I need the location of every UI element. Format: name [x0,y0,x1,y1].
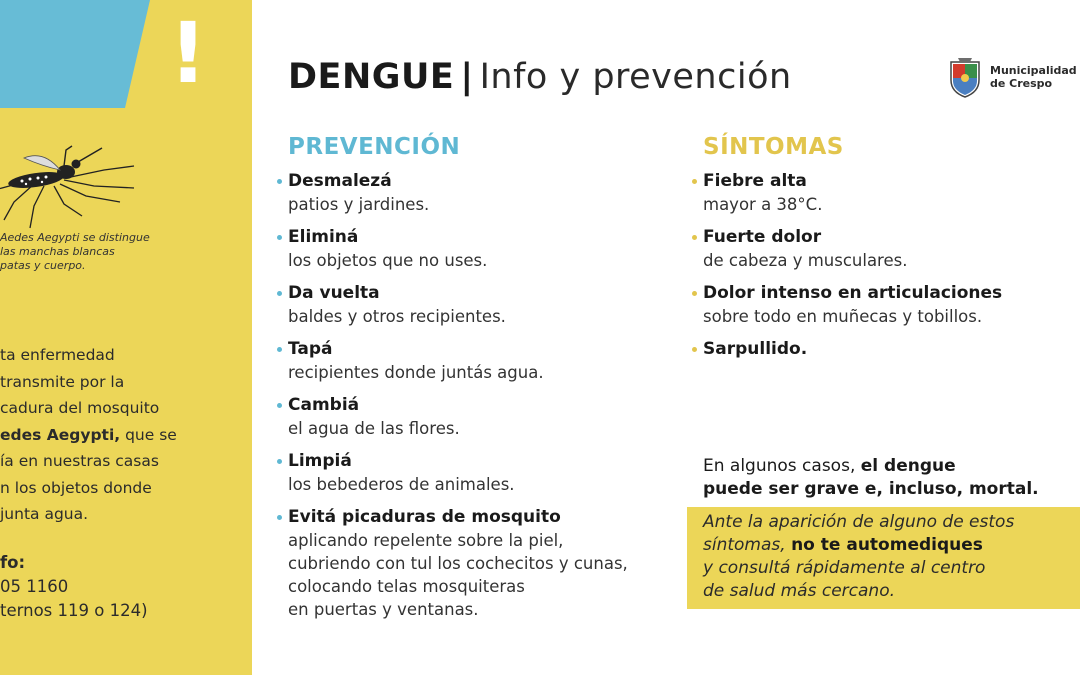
item-title: Sarpullido. [703,339,808,359]
bullet-icon [277,515,282,520]
prevention-item [288,282,668,328]
item-desc: de cabeza y musculares. [703,251,908,270]
callout-line: de salud más cercano. [703,581,895,601]
info-extensions: ternos 119 o 124) [0,601,148,620]
item-desc: los objetos que no uses. [288,251,488,270]
contact-info [0,551,250,623]
warning-line [703,455,1039,478]
disease-line-rest: que se [120,425,177,444]
item-title: Fiebre alta [703,171,807,191]
bullet-icon [692,291,697,296]
warning-prefix: En algunos casos, [703,456,861,476]
item-desc: cubriendo con tul los cochecitos y cunas, [288,554,628,573]
prevention-item [288,170,668,216]
logo-text [990,64,1077,90]
disease-line: ía en nuestras casas [0,452,159,470]
item-desc: los bebederos de animales. [288,475,515,494]
caption-line: patas y cuerpo. [0,259,86,272]
left-panel [0,0,252,675]
disease-line: junta agua. [0,505,89,523]
mosquito-illustration [0,140,144,230]
item-title: Da vuelta [288,283,380,303]
bullet-icon [277,291,282,296]
logo-line: Municipalidad [990,64,1077,77]
prevention-item [288,394,668,440]
item-desc: colocando telas mosquiteras [288,577,525,596]
disease-line [0,422,250,449]
bullet-icon [277,179,282,184]
bullet-icon [692,347,697,352]
symptom-item [703,282,1073,328]
disease-line: ta enfermedad [0,346,115,364]
item-desc: patios y jardines. [288,195,430,214]
page-title [288,54,792,100]
item-title: Dolor intenso en articulaciones [703,283,1003,303]
item-title: Cambiá [288,395,360,415]
prevention-item [288,338,668,384]
disease-line: transmite por la [0,372,125,391]
warning-bold: el dengue [860,456,956,476]
municipal-shield-logo [948,56,982,98]
disease-description [0,342,250,528]
prevention-list [288,170,668,631]
title-subtitle: Info y prevención [479,57,792,97]
item-desc: el agua de las flores. [288,419,460,438]
caption-line: las manchas blancas [0,245,115,258]
bullet-icon [277,459,282,464]
item-title: Desmalezá [288,171,392,191]
disease-line: n los objetos donde [0,478,152,497]
callout-bold: no te automediques [791,535,983,555]
mosquito-caption [0,231,175,273]
title-dengue: DENGUE [288,57,455,97]
prevention-item [288,450,668,496]
item-desc: aplicando repelente sobre la piel, [288,531,564,550]
title-separator: | [460,57,474,97]
item-title: Tapá [288,339,333,359]
item-title: Fuerte dolor [703,227,822,247]
callout-text [703,511,1014,603]
item-desc: sobre todo en muñecas y tobillos. [703,307,983,326]
prevention-item [288,226,668,272]
symptom-item [703,226,1073,272]
symptoms-heading: SÍNTOMAS [703,134,844,160]
item-title: Eliminá [288,227,359,247]
caption-line: Aedes Aegypti se distingue [0,231,150,244]
callout-box [687,507,1080,609]
symptoms-list [703,170,1073,371]
bullet-icon [277,235,282,240]
warning-text [703,455,1039,501]
callout-line [703,534,1014,557]
item-desc: mayor a 38°C. [703,195,823,214]
symptom-item [703,338,1073,361]
symptom-item [703,170,1073,216]
item-title: Limpiá [288,451,352,471]
item-desc: en puertas y ventanas. [288,600,479,619]
disease-line: cadura del mosquito [0,399,160,417]
prevention-item [288,506,668,621]
bullet-icon [277,403,282,408]
warning-line: puede ser grave e, incluso, mortal. [703,479,1039,499]
info-phone: 05 1160 [0,577,69,596]
info-label: fo: [0,553,26,572]
item-title: Evitá picaduras de mosquito [288,507,561,527]
municipality-logo [948,56,1080,100]
bullet-icon [692,179,697,184]
item-desc: baldes y otros recipientes. [288,307,506,326]
mosquito-name: edes Aegypti, [0,425,121,444]
logo-line: de Crespo [990,77,1053,90]
callout-italic: síntomas, [703,535,792,555]
callout-line: y consultá rápidamente al centro [703,558,986,578]
item-desc: recipientes donde juntás agua. [288,363,544,382]
bullet-icon [692,235,697,240]
bullet-icon [277,347,282,352]
callout-line: Ante la aparición de alguno de estos [703,512,1015,532]
prevention-heading: PREVENCIÓN [288,134,461,160]
exclamation-icon: ! [168,4,208,102]
